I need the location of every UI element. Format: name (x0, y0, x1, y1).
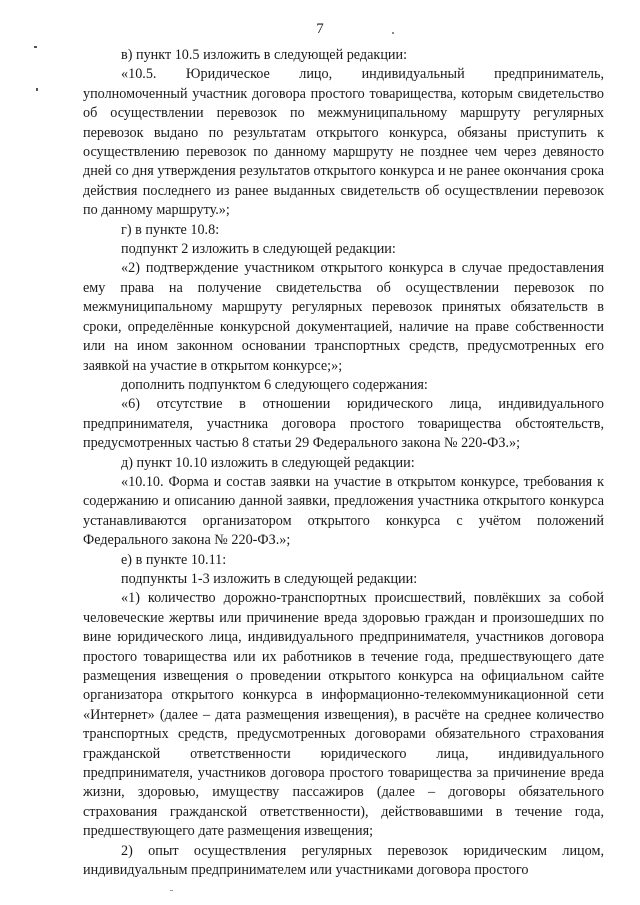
scan-artifact (36, 88, 38, 91)
paragraph-clause-10-5: «10.5. Юридическое лицо, индивидуальный предприниматель, уполномоченный участник договора простого товарищества, которым свидетельство об осуществлении перевозок по межмуниципальному маршруту регулярных перевозок выдано по результатам открытого конкурса, обязаны приступить к осуществлению перевозок по данному маршруту не позднее чем через девяносто дней со дня утверждения результатов открытого конкурса и не ранее окончания срока действия последнего из ранее выданных свидетельств об осуществлении перевозок по данному маршруту.»; (83, 66, 604, 219)
paragraph-clause-10-10: «10.10. Форма и состав заявки на участие в открытом конкурсе, требования к содержанию и описанию данной заявки, предложения участника открытого конкурса устанавливаются организатором открытого конкурса с учётом положений Федерального закона № 220-ФЗ.»; (83, 473, 604, 549)
paragraph-subclause-6-intro: дополнить подпунктом 6 следующего содержания: (121, 376, 428, 393)
paragraph-item-v: в) пункт 10.5 изложить в следующей редакции: (121, 47, 408, 63)
page-number: 7 (316, 21, 324, 37)
document-body (83, 46, 604, 880)
paragraph-item-d: д) пункт 10.10 изложить в следующей редакции: (121, 454, 415, 471)
paragraph-item-e: е) в пункте 10.11: (121, 551, 227, 568)
paragraph-subclause-6: «6) отсутствие в отношении юридического лица, индивидуального предпринимателя, участника договора простого товарищества обстоятельств, предусмотренных частью 8 статьи 29 Федерального закона № 220-ФЗ.»; (83, 396, 604, 452)
paragraph-subclause-2-experience: 2) опыт осуществления регулярных перевозок юридическим лицом, индивидуальным предпринимателем или участниками договора простого (83, 842, 604, 879)
scan-artifact (170, 890, 173, 891)
paragraph-subclause-1: «1) количество дорожно-транспортных происшествий, повлёкших за собой человеческие жертвы или причинение вреда здоровью граждан и произошедших по вине юридического лица, индивидуального предпринимателя, участников договора простого товарищества или их работников в течение года, предшествующего дате размещения извещения о проведении открытого конкурса на официальном сайте организатора открытого конкурса в информационно-телекоммуникационной сети «Интернет» (далее – дата размещения извещения), в расчёте на среднее количество транспортных средств, предусмотренных договорами обязательного страхования гражданской ответственности юридического лица, индивидуального предпринимателя, участников договора простого товарищества за причинение вреда жизни, здоровью, имуществу пассажиров (далее – договоры обязательного страхования гражданской ответственности), действовавшими в течение года, предшествующего дате размещения извещения; (83, 590, 604, 840)
paragraph-subclauses-1-3-intro: подпункты 1-3 изложить в следующей редакции: (121, 570, 418, 587)
scan-artifact (34, 46, 37, 48)
paragraph-subclause-2-intro: подпункт 2 изложить в следующей редакции: (121, 241, 396, 258)
paragraph-subclause-2: «2) подтверждение участником открытого конкурса в случае предоставления ему права на получение свидетельства об осуществлении перевозок по межмуниципальному маршруту регулярных перевозок принятых обязательств в сроки, определённые конкурсной документацией, наличие на праве собственности или на ином законном основании транспортных средств, предусмотренных его заявкой на участие в открытом конкурсе;»; (83, 260, 604, 374)
paragraph-item-g: г) в пункте 10.8: (121, 221, 220, 238)
